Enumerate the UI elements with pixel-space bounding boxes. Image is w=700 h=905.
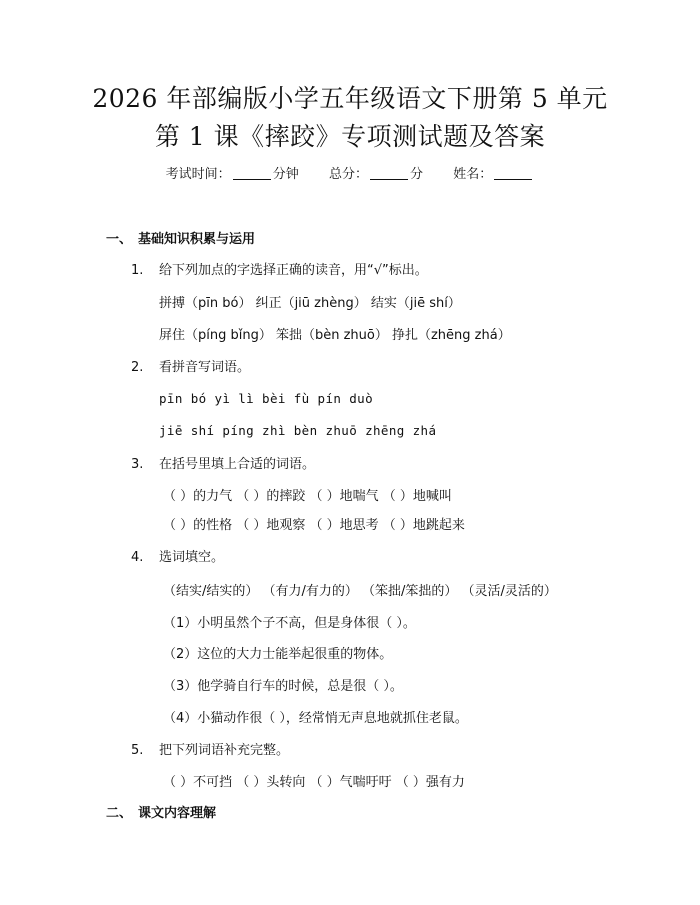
question-4-word-options: （结实/结实的） （有力/有力的） （笨拙/笨拙的） （灵活/灵活的）: [163, 584, 557, 599]
question-4-item-3: （3）他学骑自行车的时候，总是很（ ）。: [163, 679, 403, 694]
question-text: 给下列加点的字选择正确的读音，用“√”标出。: [159, 263, 428, 278]
time-unit: 分钟: [272, 167, 299, 182]
question-4-item-1: （1）小明虽然个子不高，但是身体很（ ）。: [163, 616, 416, 631]
question-2-line-1: pīn bó yì lì bèi fù pín duò: [159, 391, 373, 406]
question-4: [131, 551, 224, 564]
section-title: 基础知识积累与运用: [138, 232, 256, 247]
page-title-line-2: 第 1 课《摔跤》专项测试题及答案: [154, 122, 546, 151]
section-number: 一、: [106, 232, 133, 247]
score-blank[interactable]: [370, 179, 408, 180]
question-3: [131, 458, 315, 471]
question-text: 把下列词语补充完整。: [159, 743, 290, 758]
section-heading: [106, 807, 216, 820]
section-number: 二、: [106, 806, 133, 821]
question-1-line-1: 拼搏（pīn bó） 纠正（jiū zhèng） 结实（jiē shí）: [159, 296, 461, 311]
question-4-item-4: （4）小猫动作很（ ），经常悄无声息地就抓住老鼠。: [163, 711, 468, 726]
name-label: 姓名：: [453, 167, 493, 182]
question-2-line-2: jiē shí píng zhì bèn zhuō zhēng zhá: [159, 423, 437, 438]
question-2: [131, 361, 250, 374]
question-1-line-2: 屏住（píng bǐng） 笨拙（bèn zhuō） 挣扎（zhēng zhá）: [159, 328, 511, 343]
question-1: [131, 264, 428, 277]
time-label: 考试时间：: [165, 167, 231, 182]
section-title: 课文内容理解: [138, 806, 217, 821]
score-label: 总分：: [328, 167, 368, 182]
time-blank[interactable]: [233, 179, 271, 180]
question-text: 选词填空。: [159, 550, 225, 565]
question-number: 4.: [131, 550, 144, 565]
question-number: 3.: [131, 457, 144, 472]
question-text: 看拼音写词语。: [159, 360, 251, 375]
question-4-item-2: （2）这位的大力士能举起很重的物体。: [163, 647, 393, 662]
section-heading: [106, 233, 255, 246]
exam-meta: [0, 168, 700, 181]
name-blank[interactable]: [494, 179, 532, 180]
page-title-line-1: 2026 年部编版小学五年级语文下册第 5 单元: [92, 84, 608, 113]
question-5: [131, 744, 289, 757]
question-3-line-2: （ ）的性格 （ ）地观察 （ ）地思考 （ ）地跳起来: [163, 518, 465, 533]
question-5-line-1: （ ）不可挡 （ ）头转向 （ ）气喘吁吁 （ ）强有力: [163, 775, 465, 790]
question-3-line-1: （ ）的力气 （ ）的摔跤 （ ）地喘气 （ ）地喊叫: [163, 489, 452, 504]
question-number: 2.: [131, 360, 144, 375]
question-number: 5.: [131, 743, 144, 758]
score-unit: 分: [410, 167, 424, 182]
question-text: 在括号里填上合适的词语。: [159, 457, 316, 472]
question-number: 1.: [131, 263, 144, 278]
